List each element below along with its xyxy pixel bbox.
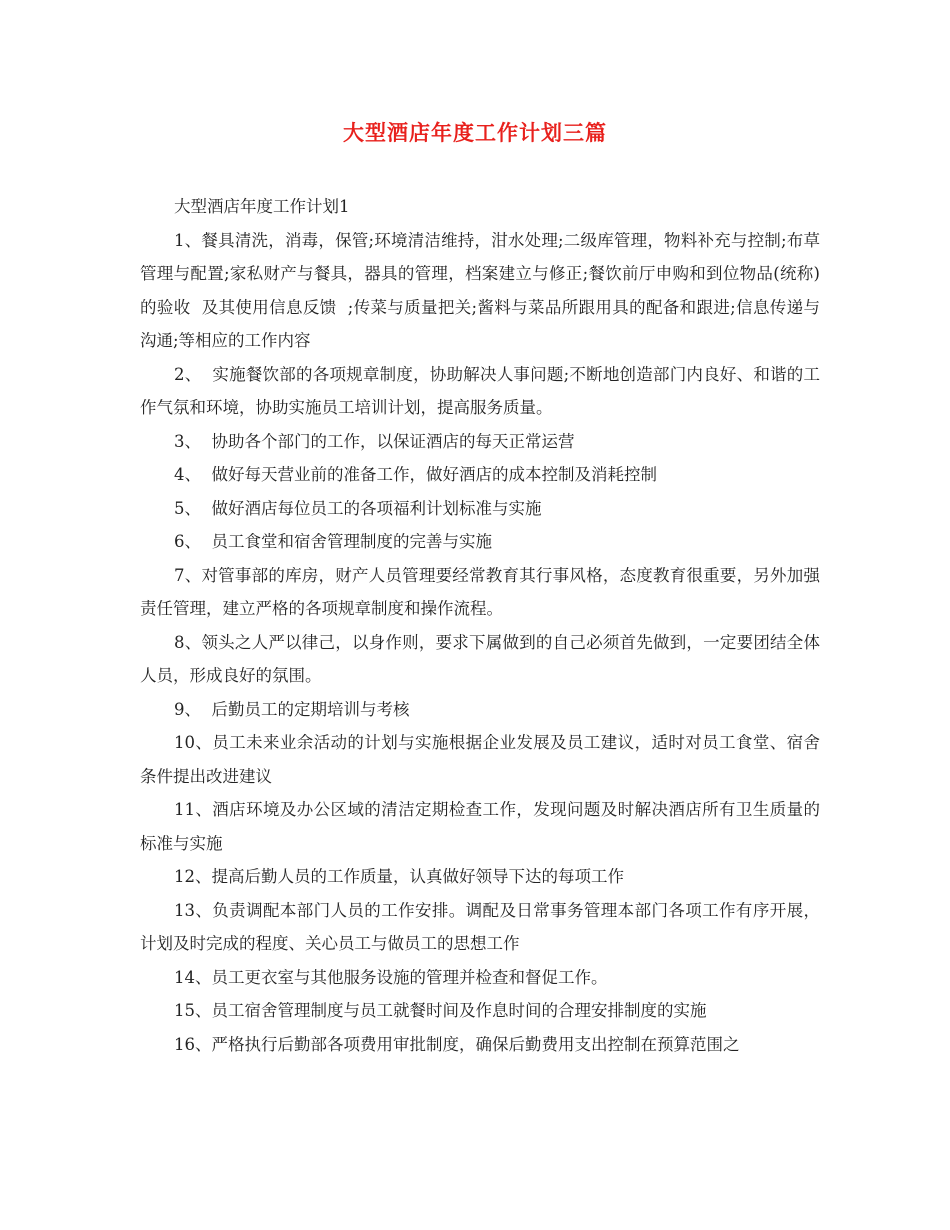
list-item-16: 16、严格执行后勤部各项费用审批制度，确保后勤费用支出控制在预算范围之 [174, 1034, 740, 1054]
list-item-4: 4、 做好每天营业前的准备工作，做好酒店的成本控制及消耗控制 [174, 465, 657, 484]
list-item-8: 8、领头之人严以律己，以身作则，要求下属做到的自己必须首先做到，一定要团结全体人员，形成良好的氛围。 [140, 632, 820, 685]
list-item-14: 14、员工更衣室与其他服务设施的管理并检查和督促工作。 [174, 967, 608, 987]
document-body [140, 190, 820, 1061]
list-item-5: 5、 做好酒店每位员工的各项福利计划标准与实施 [174, 498, 542, 518]
list-item-11: 11、酒店环境及办公区域的清洁定期检查工作，发现问题及时解决酒店所有卫生质量的标准与实施 [140, 800, 820, 853]
list-item-2: 2、 实施餐饮部的各项规章制度，协助解决人事问题;不断地创造部门内良好、和谐的工作气氛和环境，协助实施员工培训计划，提高服务质量。 [140, 364, 820, 417]
list-item-3: 3、 协助各个部门的工作，以保证酒店的每天正常运营 [174, 431, 575, 451]
document-title: 大型酒店年度工作计划三篇 [343, 120, 607, 145]
list-item-9: 9、 后勤员工的定期培训与考核 [174, 699, 410, 719]
list-item-15: 15、员工宿舍管理制度与员工就餐时间及作息时间的合理安排制度的实施 [174, 1001, 707, 1020]
list-item-12: 12、提高后勤人员的工作质量，认真做好领导下达的每项工作 [174, 867, 624, 886]
list-item-1: 1、餐具清洗，消毒，保管;环境清洁维持，泔水处理;二级库管理，物料补充与控制;布草管理与配置;家私财产与餐具，器具的管理，档案建立与修正;餐饮前厅申购和到位物品(统称)的验收 及其使用信息反馈 ;传菜与质量把关;酱料与菜品所跟用具的配备和跟进;信息传递与沟通;等相应的工作内容 [140, 230, 820, 350]
list-item-10: 10、员工未来业余活动的计划与实施根据企业发展及员工建议，适时对员工食堂、宿舍条件提出改进建议 [140, 733, 820, 786]
list-item-13: 13、负责调配本部门人员的工作安排。调配及日常事务管理本部门各项工作有序开展，计划及时完成的程度、关心员工与做员工的思想工作 [140, 900, 820, 953]
list-item-7: 7、对管事部的库房，财产人员管理要经常教育其行事风格，态度教育很重要，另外加强责任管理，建立严格的各项规章制度和操作流程。 [140, 565, 820, 618]
section-heading: 大型酒店年度工作计划1 [174, 197, 350, 216]
list-item-6: 6、 员工食堂和宿舍管理制度的完善与实施 [174, 532, 492, 551]
